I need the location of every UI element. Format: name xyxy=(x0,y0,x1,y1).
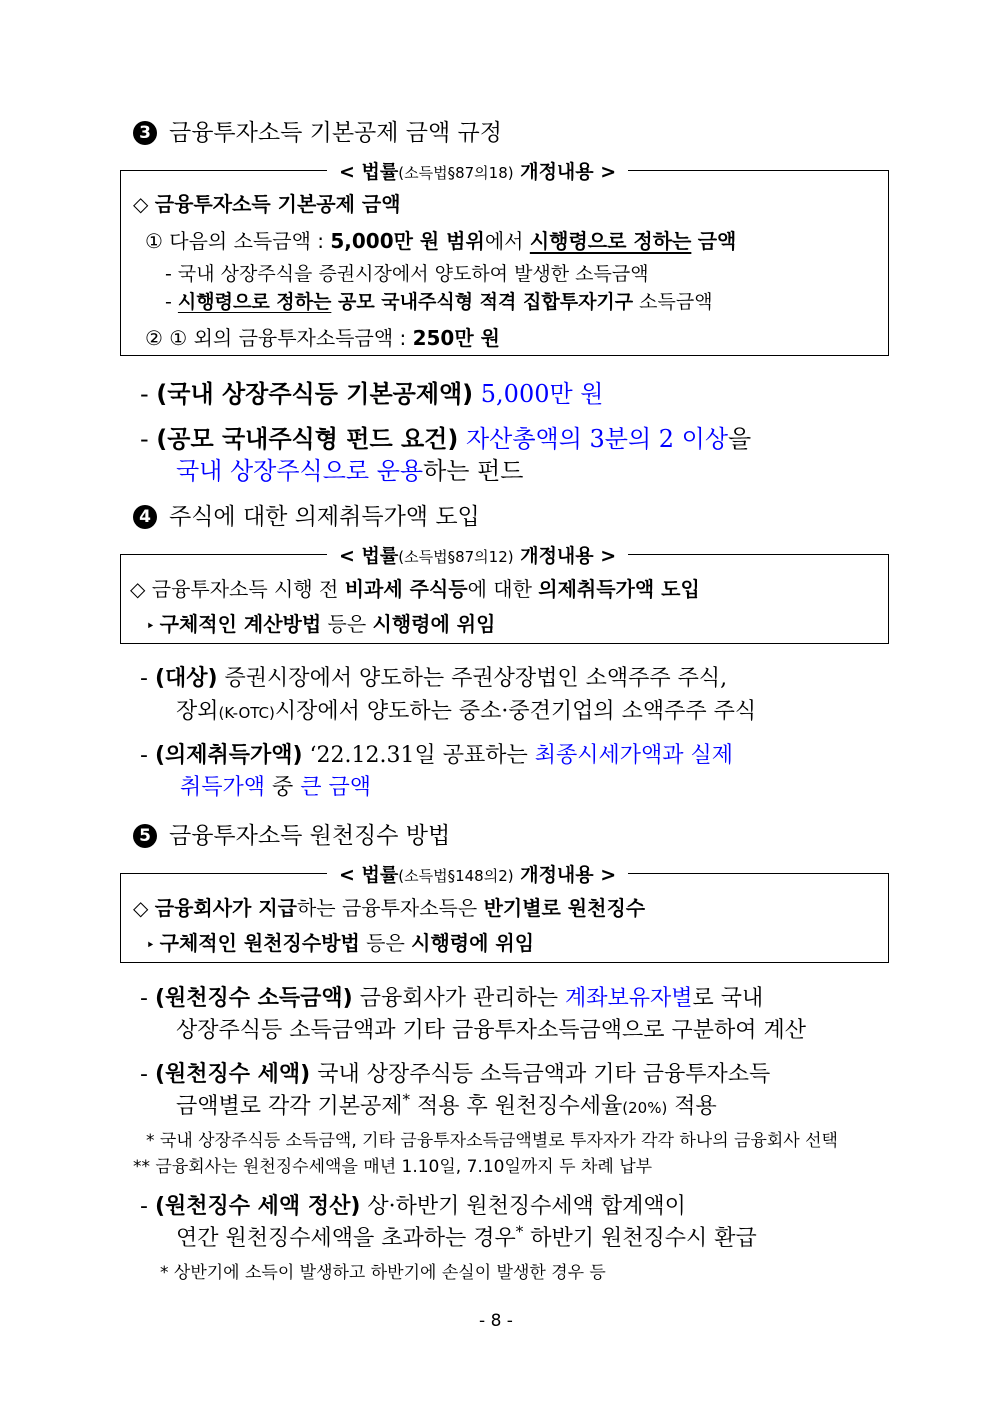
footnote-1: * 국내 상장주식등 소득금액, 기타 금융투자소득금액별로 투자자가 각각 하나의 금융회사 선택 xyxy=(146,1131,838,1151)
footnote-3: * 상반기에 소득이 발생하고 하반기에 손실이 발생한 경우 등 xyxy=(160,1263,606,1283)
number-4-badge: 4 xyxy=(133,505,157,529)
page-number: - 8 - xyxy=(479,1311,513,1331)
section-4-heading xyxy=(133,498,480,531)
number-3-badge: 3 xyxy=(133,121,157,145)
law-caption-3: < 법률(소득법§87의18) 개정내용 > xyxy=(327,157,628,184)
s5-para-2-cont: 금액별로 각각 기본공제* 적용 후 원천징수세율(20%) 적용 xyxy=(176,1090,717,1119)
footnote-2: ** 금융회사는 원천징수세액을 매년 1.10일, 7.10일까지 두 차례 납부 xyxy=(133,1157,653,1177)
section-5-title: 금융투자소득 원천징수 방법 xyxy=(169,823,451,849)
s4-para-2-cont: 취득가액 중 큰 금액 xyxy=(180,775,372,800)
s5-para-1-cont: 상장주식등 소득금액과 기타 금융투자소득금액으로 구분하여 계산 xyxy=(176,1018,807,1043)
box3-title: ◇ 금융투자소득 기본공제 금액 xyxy=(133,192,401,216)
box4-line-2: ‣ 구체적인 계산방법 등은 시행령에 위임 xyxy=(146,612,496,636)
s4-para-2: - (의제취득가액) ‘22.12.31일 공표하는 최종시세가액과 실제 xyxy=(140,743,734,768)
section-5-heading xyxy=(133,817,450,850)
s5-para-1: - (원천징수 소득금액) 금융회사가 관리하는 계좌보유자별로 국내 xyxy=(140,986,764,1011)
law-caption-4: < 법률(소득법§87의12) 개정내용 > xyxy=(327,541,628,568)
s5-para-3: - (원천징수 세액 정산) 상·하반기 원천징수세액 합계액이 xyxy=(140,1194,686,1219)
box3-item-2: ② ① 외의 금융투자소득금액 : 250만 원 xyxy=(145,326,500,350)
box3-sub-2: - 시행령으로 정하는 공모 국내주식형 적격 집합투자기구 소득금액 xyxy=(165,291,713,313)
s3-para-1: - (국내 상장주식등 기본공제액) 5,000만 원 xyxy=(140,380,604,408)
box5-line-2: ‣ 구체적인 원천징수방법 등은 시행령에 위임 xyxy=(146,931,535,955)
box5-line-1: ◇ 금융회사가 지급하는 금융투자소득은 반기별로 원천징수 xyxy=(133,896,646,920)
s4-para-1: - (대상) 증권시장에서 양도하는 주권상장법인 소액주주 주식, xyxy=(140,666,728,691)
s5-para-3-cont: 연간 원천징수세액을 초과하는 경우* 하반기 원천징수시 환급 xyxy=(176,1222,757,1251)
box4-line-1: ◇ 금융투자소득 시행 전 비과세 주식등에 대한 의제취득가액 도입 xyxy=(130,577,700,601)
s3-para-2-cont: 국내 상장주식으로 운용하는 펀드 xyxy=(176,457,524,485)
number-5-badge: 5 xyxy=(133,824,157,848)
section-3-heading xyxy=(133,114,502,147)
section-3-title: 금융투자소득 기본공제 금액 규정 xyxy=(169,120,502,146)
law-caption-5: < 법률(소득법§148의2) 개정내용 > xyxy=(327,860,628,887)
box3-sub-1: - 국내 상장주식을 증권시장에서 양도하여 발생한 소득금액 xyxy=(165,263,649,285)
s5-para-2: - (원천징수 세액) 국내 상장주식등 소득금액과 기타 금융투자소득 xyxy=(140,1062,771,1087)
s4-para-1-cont: 장외(K-OTC)시장에서 양도하는 중소·중견기업의 소액주주 주식 xyxy=(176,699,757,724)
box3-item-1: ① 다음의 소득금액 : 5,000만 원 범위에서 시행령으로 정하는 금액 xyxy=(145,229,737,253)
s3-para-2: - (공모 국내주식형 펀드 요건) 자산총액의 3분의 2 이상을 xyxy=(140,425,752,453)
section-4-title: 주식에 대한 의제취득가액 도입 xyxy=(169,504,480,530)
